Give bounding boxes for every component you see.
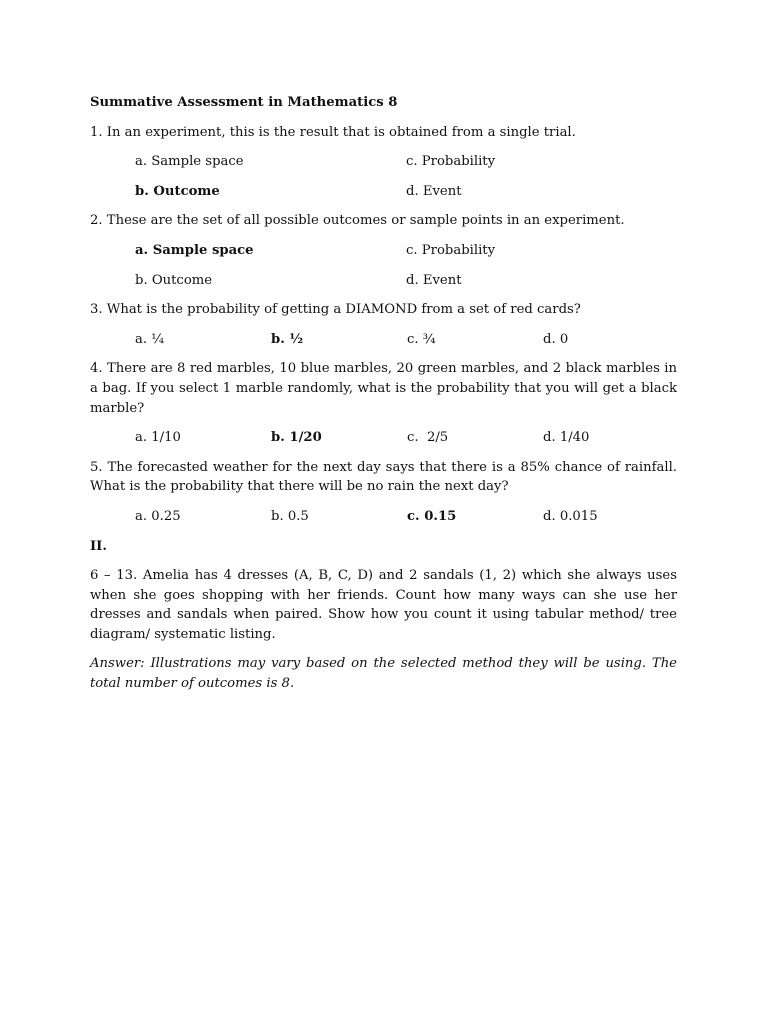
q5-choice-c-correct: c. 0.15 <box>407 508 457 524</box>
q3-choice-c: c. ¾ <box>407 331 436 347</box>
question-5-choices <box>90 507 677 527</box>
q1-choice-b-correct: b. Outcome <box>135 183 220 199</box>
question-6-13: 6 – 13. Amelia has 4 dresses (A, B, C, D) and 2 sandals (1, 2) which she always uses when she goes shopping with her friends. Count how many ways can she use her dresses and sandals when paired. Show how you count it using tabular method/ tree diagram/ systematic listing. <box>90 568 677 642</box>
question-2-choices <box>90 241 677 290</box>
q3-choice-b-correct: b. ½ <box>271 331 304 347</box>
q4-choice-c: c. 2/5 <box>407 430 449 446</box>
question-1-choices <box>90 152 677 201</box>
q4-choice-d: d. 1/40 <box>543 430 590 446</box>
section-heading-2: II. <box>90 538 107 554</box>
q2-choice-c: c. Probability <box>406 242 496 258</box>
q5-choice-a: a. 0.25 <box>135 508 181 524</box>
question-3: 3. What is the probability of getting a DIAMOND from a set of red cards? <box>90 302 581 318</box>
document-page <box>90 93 677 694</box>
q3-choice-d: d. 0 <box>543 331 569 347</box>
answer-note: Answer: Illustrations may vary based on the selected method they will be using. The total number of outcomes is 8. <box>90 656 677 692</box>
q1-choice-c: c. Probability <box>406 154 496 170</box>
q1-choice-a: a. Sample space <box>135 154 244 170</box>
question-2: 2. These are the set of all possible outcomes or sample points in an experiment. <box>90 213 625 229</box>
question-4: 4. There are 8 red marbles, 10 blue marbles, 20 green marbles, and 2 black marbles in a bag. If you select 1 marble randomly, what is the probability that you will get a black marble? <box>90 361 677 416</box>
question-1: 1. In an experiment, this is the result that is obtained from a single trial. <box>90 124 576 140</box>
question-4-choices <box>90 428 677 448</box>
document-title: Summative Assessment in Mathematics 8 <box>90 95 398 110</box>
q4-choice-a: a. 1/10 <box>135 430 181 446</box>
q4-choice-b-correct: b. 1/20 <box>271 430 322 446</box>
q5-choice-d: d. 0.015 <box>543 508 598 524</box>
q2-choice-a-correct: a. Sample space <box>135 242 254 258</box>
q2-choice-b: b. Outcome <box>135 272 213 288</box>
q5-choice-b: b. 0.5 <box>271 508 309 524</box>
q1-choice-d: d. Event <box>406 183 462 199</box>
q2-choice-d: d. Event <box>406 272 462 288</box>
q3-choice-a: a. ¼ <box>135 331 165 347</box>
question-3-choices <box>90 330 677 350</box>
question-5: 5. The forecasted weather for the next day says that there is a 85% chance of rainfall. What is the probability that there will be no rain the next day? <box>90 459 677 495</box>
